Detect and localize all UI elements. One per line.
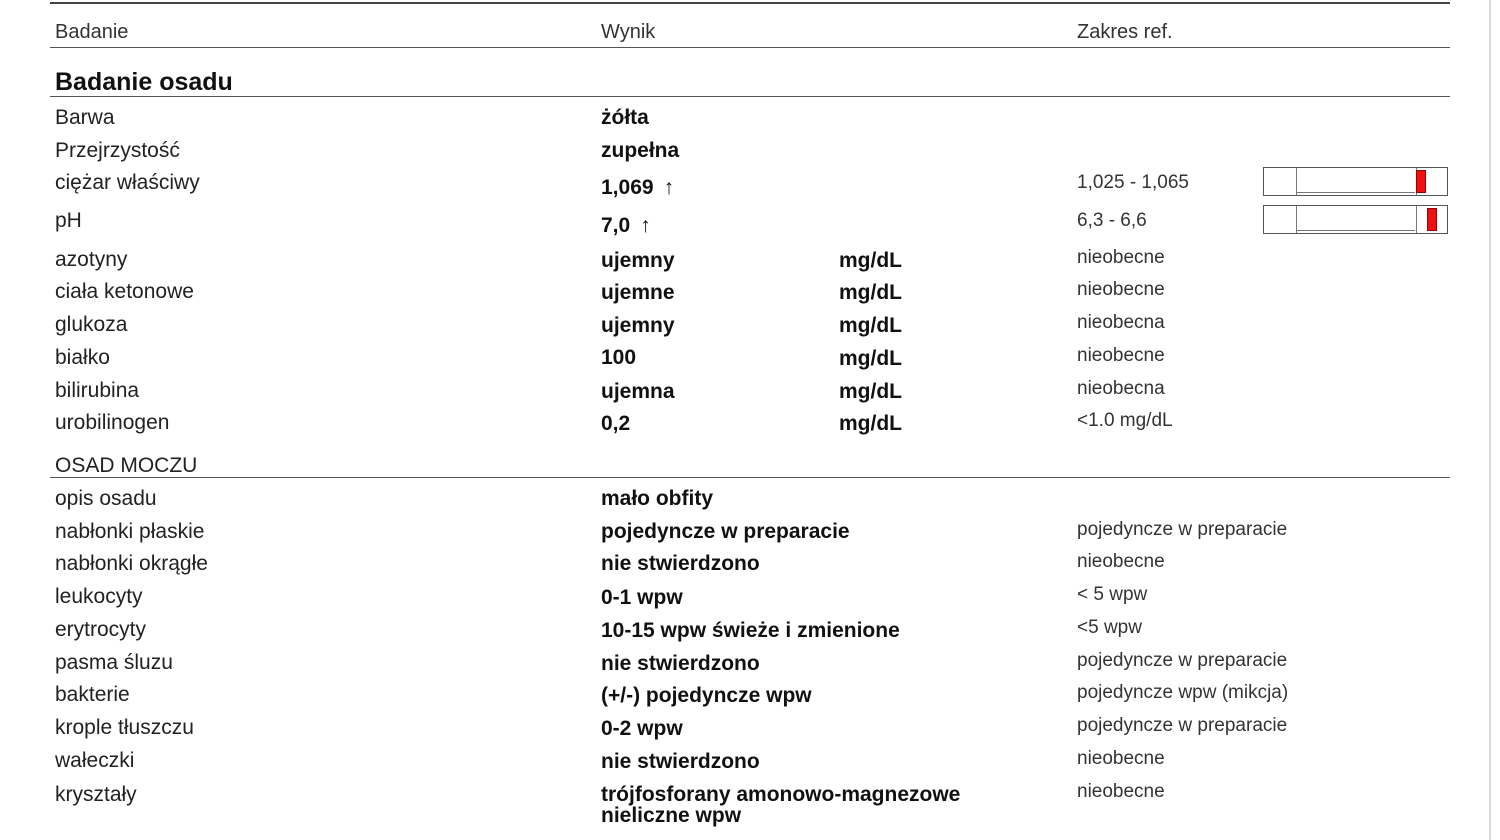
up-arrow-icon: ↑: [640, 214, 651, 237]
section-title: Badanie osadu: [55, 68, 233, 96]
test-name: ciała ketonowe: [55, 280, 194, 303]
test-name: bilirubina: [55, 379, 140, 402]
test-name: Barwa: [55, 106, 115, 129]
test-result: mało obfity: [601, 487, 714, 510]
test-unit: mg/dL: [839, 314, 902, 337]
result-value: 1,069: [601, 176, 654, 199]
reference-range: <1.0 mg/dL: [1077, 410, 1173, 431]
test-result: ujemna: [601, 380, 675, 403]
column-header-result: Wynik: [601, 21, 656, 43]
reference-range: nieobecna: [1077, 378, 1165, 399]
reference-range: 6,3 - 6,6: [1077, 210, 1147, 231]
range-baseline: [1296, 192, 1415, 193]
range-lower-bound-tick: [1296, 168, 1297, 195]
test-result: żółta: [601, 106, 649, 129]
test-unit: mg/dL: [839, 249, 902, 272]
subsection-title: OSAD MOCZU: [55, 454, 198, 477]
reference-range: nieobecne: [1077, 345, 1165, 366]
reference-range: pojedyncze w preparacie: [1077, 650, 1288, 671]
reference-range: pojedyncze wpw (mikcja): [1077, 682, 1289, 703]
test-result: zupełna: [601, 139, 680, 162]
reference-range: nieobecne: [1077, 279, 1165, 300]
test-name: krople tłuszczu: [55, 716, 194, 739]
range-bar-ph: [1263, 205, 1448, 234]
range-bar-specific-gravity: [1263, 167, 1448, 196]
test-name: pasma śluzu: [55, 651, 173, 674]
test-name: erytrocyty: [55, 618, 147, 641]
reference-range: 1,025 - 1,065: [1077, 172, 1189, 193]
test-result: ujemny: [601, 314, 675, 337]
test-name: glukoza: [55, 313, 128, 336]
test-result: ujemny: [601, 249, 675, 272]
reference-range: <5 wpw: [1077, 617, 1142, 638]
reference-range: pojedyncze w preparacie: [1077, 715, 1288, 736]
test-result: ujemne: [601, 281, 675, 304]
test-result: 0,2: [601, 412, 631, 435]
column-header-reference: Zakres ref.: [1077, 21, 1173, 43]
header-rule: [50, 47, 1450, 48]
out-of-range-marker: [1427, 208, 1437, 231]
reference-range: nieobecne: [1077, 551, 1165, 572]
subsection-rule: [50, 477, 1450, 478]
test-name: kryształy: [55, 783, 137, 806]
test-result: (+/-) pojedyncze wpw: [601, 684, 812, 707]
test-unit: mg/dL: [839, 380, 902, 403]
test-name: bakterie: [55, 683, 130, 706]
test-result: nie stwierdzono: [601, 552, 760, 575]
reference-range: nieobecna: [1077, 312, 1165, 333]
reference-range: < 5 wpw: [1077, 584, 1148, 605]
reference-range: pojedyncze w preparacie: [1077, 519, 1288, 540]
test-name: opis osadu: [55, 487, 157, 510]
test-name: białko: [55, 346, 110, 369]
test-result: nie stwierdzono: [601, 750, 760, 773]
test-name: Przejrzystość: [55, 139, 180, 162]
top-rule: [50, 2, 1450, 4]
test-unit: mg/dL: [839, 347, 902, 370]
test-name: ciężar właściwy: [55, 171, 200, 194]
test-result-abnormal: [601, 176, 674, 200]
test-result-abnormal: [601, 214, 651, 238]
test-result-continued: nieliczne wpw: [601, 804, 742, 827]
up-arrow-icon: ↑: [663, 176, 675, 199]
test-result: 100: [601, 346, 637, 369]
test-result: trójfosforany amonowo-magnezowe: [601, 783, 961, 806]
out-of-range-marker: [1416, 170, 1426, 193]
test-unit: mg/dL: [839, 412, 902, 435]
range-upper-bound-tick: [1416, 206, 1417, 233]
column-header-test: Badanie: [55, 21, 129, 43]
test-name: leukocyty: [55, 585, 143, 608]
test-name: nabłonki płaskie: [55, 520, 205, 543]
page-edge: [1489, 0, 1491, 840]
test-name: wałeczki: [55, 749, 135, 772]
test-unit: mg/dL: [839, 281, 902, 304]
test-result: 10-15 wpw świeże i zmienione: [601, 619, 900, 642]
range-baseline: [1296, 230, 1415, 231]
test-result: nie stwierdzono: [601, 652, 760, 675]
test-result: 0-2 wpw: [601, 717, 683, 740]
reference-range: nieobecne: [1077, 247, 1165, 268]
reference-range: nieobecne: [1077, 748, 1165, 769]
test-name: urobilinogen: [55, 411, 170, 434]
test-name: pH: [55, 209, 82, 232]
test-name: azotyny: [55, 248, 128, 271]
test-result: 0-1 wpw: [601, 586, 683, 609]
range-lower-bound-tick: [1296, 206, 1297, 233]
reference-range: nieobecne: [1077, 781, 1165, 802]
test-result: pojedyncze w preparacie: [601, 520, 850, 543]
test-name: nabłonki okrągłe: [55, 552, 208, 575]
result-value: 7,0: [601, 214, 631, 237]
section-rule: [50, 96, 1450, 97]
